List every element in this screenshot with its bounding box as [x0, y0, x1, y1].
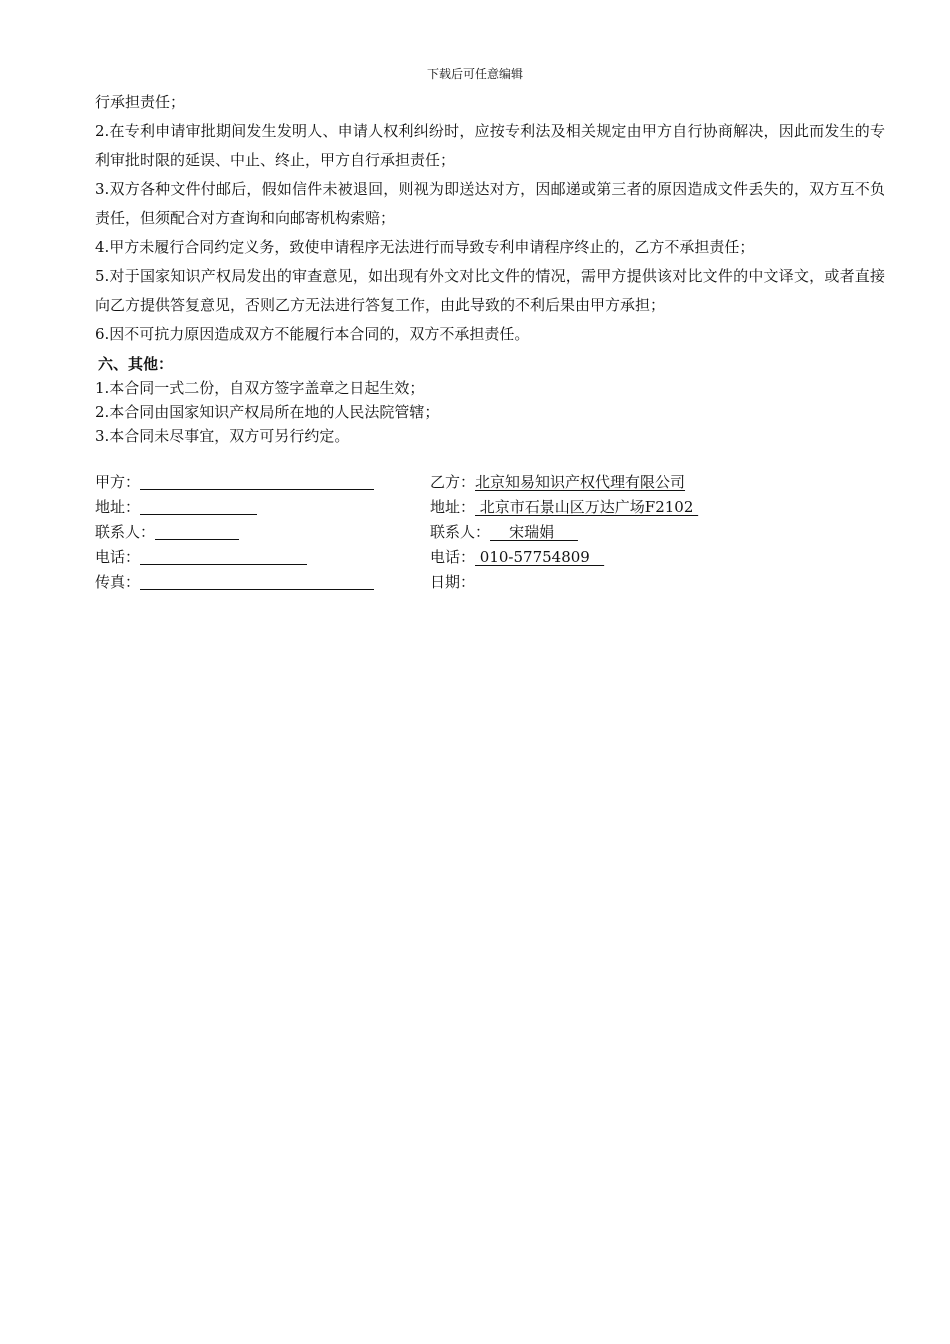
clause-continuation: 行承担责任； [95, 93, 186, 111]
section-6-title: 六、其他： [98, 355, 174, 373]
party-b-address-label: 地址： [430, 498, 476, 516]
page-header: 下载后可任意编辑 [426, 67, 523, 81]
party-a-fax-label: 传真： [95, 573, 141, 591]
party-b-name-label: 乙方： [430, 473, 476, 491]
party-a-name-blank[interactable] [140, 472, 374, 490]
party-a-contact-label: 联系人： [95, 523, 156, 541]
clause-3: 3.双方各种文件付邮后，假如信件未被退回，则视为即送达对方，因邮递或第三者的原因造成文件丢失的，双方互不负责任，但须配合对方查询和向邮寄机构索赔； [95, 180, 885, 227]
party-a-address-label: 地址： [95, 498, 141, 516]
party-a-fax-row [95, 570, 455, 595]
section-6-item-1: 1.本合同一式二份，自双方签字盖章之日起生效； [95, 379, 425, 397]
party-a-fax-blank[interactable] [140, 572, 374, 590]
clause-4: 4.甲方未履行合同约定义务，致使申请程序无法进行而导致专利申请程序终止的，乙方不承担责任； [95, 238, 755, 256]
party-b-date-label: 日期： [430, 573, 476, 591]
clause-2: 2.在专利申请审批期间发生发明人、申请人权利纠纷时，应按专利法及相关规定由甲方自行协商解决，因此而发生的专利审批时限的延误、中止、终止，甲方自行承担责任； [95, 122, 885, 169]
party-b-contact-row [430, 520, 790, 545]
party-a-address-row [95, 495, 455, 520]
section-6-item-2: 2.本合同由国家知识产权局所在地的人民法院管辖； [95, 403, 440, 421]
party-a-name-label: 甲方： [95, 473, 141, 491]
party-a-name-row [95, 470, 455, 495]
party-b-phone-row [430, 545, 790, 570]
party-b-phone-label: 电话： [430, 548, 476, 566]
party-b-address-value: 北京市石景山区万达广场F2102 [475, 498, 699, 516]
clause-6: 6.因不可抗力原因造成双方不能履行本合同的，双方不承担责任。 [95, 325, 530, 343]
party-b-address-row [430, 495, 790, 520]
clause-5: 5.对于国家知识产权局发出的审查意见，如出现有外文对比文件的情况，需甲方提供该对比文件的中文译文，或者直接向乙方提供答复意见，否则乙方无法进行答复工作，由此导致的不利后果由甲方承担； [95, 267, 885, 314]
party-b-contact-value: 宋瑞娟 [490, 523, 578, 541]
party-b-contact-label: 联系人： [430, 523, 491, 541]
party-b-name-value: 北京知易知识产权代理有限公司 [475, 473, 686, 491]
party-a-phone-label: 电话： [95, 548, 141, 566]
section-6-item-3: 3.本合同未尽事宜，双方可另行约定。 [95, 427, 350, 445]
party-a-contact-blank[interactable] [155, 522, 239, 540]
party-b-phone-value: 010-57754809 [475, 548, 605, 566]
party-a-phone-blank[interactable] [140, 547, 307, 565]
party-b-name-row [430, 470, 790, 495]
party-b-signature-block [430, 470, 790, 595]
party-a-address-blank[interactable] [140, 497, 257, 515]
party-a-contact-row [95, 520, 455, 545]
party-a-signature-block [95, 470, 455, 595]
party-b-date-row [430, 570, 790, 595]
contract-body [95, 88, 885, 448]
party-a-phone-row [95, 545, 455, 570]
